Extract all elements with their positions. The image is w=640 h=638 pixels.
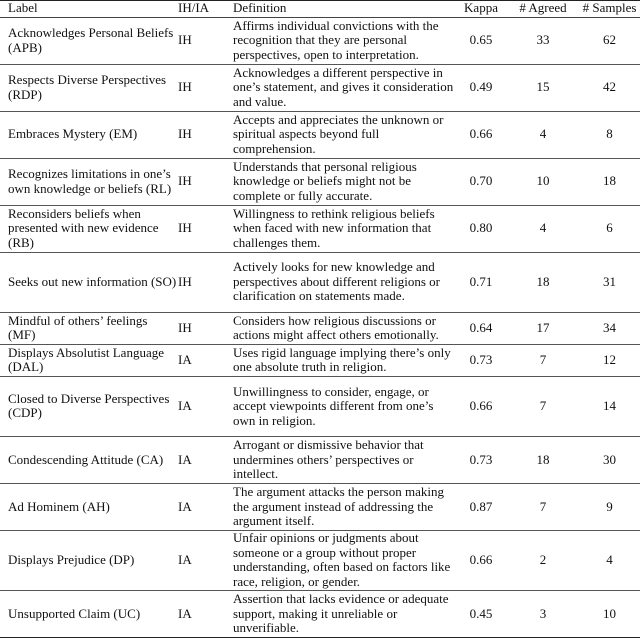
row-agreed: 10 bbox=[536, 173, 550, 189]
row-samples: 30 bbox=[603, 451, 616, 467]
row-samples: 14 bbox=[603, 398, 616, 414]
row-type: IH bbox=[178, 79, 192, 95]
row-type: IA bbox=[178, 498, 192, 514]
row-definition: Affirms individual convictions with the recognition that they are personal perspectives, open to interpretation. bbox=[233, 17, 439, 62]
table-header bbox=[0, 1, 640, 18]
row-type: IA bbox=[178, 605, 192, 621]
row-label: Condescending Attitude (CA) bbox=[8, 451, 164, 467]
row-agreed: 18 bbox=[536, 451, 550, 467]
row-label: Acknowledges Personal Beliefs (APB) bbox=[8, 25, 174, 55]
row-definition: Unfair opinions or judgments about someone or a group without proper understanding, often based on factors like race, religion, or gender. bbox=[233, 530, 451, 590]
row-samples: 34 bbox=[603, 319, 616, 335]
row-label: Reconsiders beliefs when presented with new evidence (RB) bbox=[8, 205, 159, 250]
row-definition: Uses rigid language implying there’s only one absolute truth in religion. bbox=[233, 344, 451, 375]
row-kappa: 0.66 bbox=[469, 398, 493, 414]
row-definition: Understands that personal religious knowledge or beliefs might not be complete or fully accurate. bbox=[233, 158, 417, 203]
row-definition: The argument attacks the person making the argument instead of addressing the argument itself. bbox=[233, 484, 444, 529]
row-kappa: 0.65 bbox=[469, 32, 493, 48]
row-kappa: 0.49 bbox=[469, 79, 493, 95]
row-label: Mindful of others’ feelings (MF) bbox=[8, 312, 148, 343]
table-row bbox=[0, 17, 640, 64]
row-kappa: 0.66 bbox=[469, 552, 493, 568]
row-agreed: 33 bbox=[536, 32, 550, 48]
table-row bbox=[0, 312, 640, 344]
row-samples: 12 bbox=[603, 352, 616, 368]
row-type: IH bbox=[178, 319, 192, 335]
row-agreed: 17 bbox=[536, 319, 550, 335]
row-kappa: 0.71 bbox=[469, 273, 493, 289]
row-agreed: 7 bbox=[539, 352, 547, 368]
row-definition: Acknowledges a different perspective in one’s statement, and gives it consideration and value. bbox=[233, 64, 454, 109]
row-samples: 8 bbox=[606, 126, 613, 142]
row-agreed: 3 bbox=[539, 605, 547, 621]
row-definition: Unwillingness to consider, engage, or accept viewpoints different from one’s own in religion. bbox=[233, 383, 434, 428]
row-samples: 42 bbox=[603, 79, 616, 95]
row-type: IA bbox=[178, 451, 192, 467]
row-agreed: 18 bbox=[536, 273, 550, 289]
row-definition: Assertion that lacks evidence or adequate support, making it unreliable or unverifiable. bbox=[233, 591, 449, 636]
table-row bbox=[0, 111, 640, 158]
row-samples: 9 bbox=[606, 498, 613, 514]
row-kappa: 0.87 bbox=[469, 498, 493, 514]
row-samples: 10 bbox=[603, 605, 616, 621]
row-definition: Willingness to rethink religious beliefs when faced with new information that challenges them. bbox=[233, 205, 435, 250]
row-kappa: 0.70 bbox=[469, 173, 493, 189]
row-kappa: 0.66 bbox=[469, 126, 493, 142]
row-label: Ad Hominem (AH) bbox=[8, 498, 110, 514]
row-definition: Actively looks for new knowledge and perspectives about different religions or clarification on statements made. bbox=[233, 259, 440, 304]
row-samples: 18 bbox=[603, 173, 616, 189]
row-agreed: 2 bbox=[539, 552, 547, 568]
row-definition: Arrogant or dismissive behavior that undermines others’ perspectives or intellect. bbox=[233, 437, 424, 482]
header-kappa: Kappa bbox=[464, 0, 498, 15]
row-samples: 4 bbox=[606, 552, 613, 568]
table-row bbox=[0, 530, 640, 590]
row-type: IH bbox=[178, 32, 192, 48]
row-kappa: 0.73 bbox=[469, 352, 493, 368]
row-label: Displays Absolutist Language (DAL) bbox=[8, 344, 164, 375]
table-row bbox=[0, 344, 640, 376]
header-definition: Definition bbox=[233, 0, 287, 15]
row-label: Closed to Diverse Perspectives (CDP) bbox=[8, 390, 170, 421]
row-kappa: 0.45 bbox=[469, 605, 493, 621]
row-kappa: 0.64 bbox=[469, 319, 493, 335]
row-label: Recognizes limitations in one’s own knowledge or beliefs (RL) bbox=[8, 166, 172, 196]
row-agreed: 7 bbox=[539, 498, 547, 514]
row-kappa: 0.80 bbox=[469, 220, 493, 236]
row-type: IH bbox=[178, 273, 192, 289]
row-label: Respects Diverse Perspectives (RDP) bbox=[8, 72, 167, 102]
header-type: IH/IA bbox=[178, 0, 210, 15]
row-samples: 62 bbox=[603, 32, 616, 48]
table-row bbox=[0, 436, 640, 483]
row-type: IH bbox=[178, 220, 192, 236]
table-row bbox=[0, 483, 640, 530]
row-label: Seeks out new information (SO) bbox=[8, 273, 177, 289]
row-samples: 31 bbox=[603, 273, 616, 289]
header-samples: # Samples bbox=[582, 0, 637, 15]
row-type: IA bbox=[178, 398, 192, 414]
table-row bbox=[0, 376, 640, 436]
row-type: IH bbox=[178, 126, 192, 142]
row-definition: Considers how religious discussions or actions might affect others emotionally. bbox=[233, 312, 439, 343]
row-kappa: 0.73 bbox=[469, 451, 493, 467]
row-definition: Accepts and appreciates the unknown or spiritual aspects beyond full comprehension. bbox=[233, 111, 444, 156]
row-label: Unsupported Claim (UC) bbox=[8, 605, 141, 621]
row-type: IH bbox=[178, 173, 192, 189]
row-type: IA bbox=[178, 552, 192, 568]
header-agreed: # Agreed bbox=[519, 0, 567, 15]
header-row bbox=[0, 1, 640, 18]
row-type: IA bbox=[178, 352, 192, 368]
row-agreed: 4 bbox=[539, 126, 547, 142]
table-row bbox=[0, 158, 640, 205]
row-agreed: 4 bbox=[539, 220, 547, 236]
table-row bbox=[0, 64, 640, 111]
row-label: Embraces Mystery (EM) bbox=[8, 126, 138, 142]
row-agreed: 7 bbox=[539, 398, 547, 414]
row-label: Displays Prejudice (DP) bbox=[8, 552, 135, 568]
header-label: Label bbox=[8, 0, 38, 15]
row-agreed: 15 bbox=[536, 79, 550, 95]
table-body bbox=[0, 17, 640, 637]
table-row bbox=[0, 205, 640, 252]
table-row bbox=[0, 252, 640, 312]
row-samples: 6 bbox=[606, 220, 613, 236]
table-row bbox=[0, 590, 640, 637]
